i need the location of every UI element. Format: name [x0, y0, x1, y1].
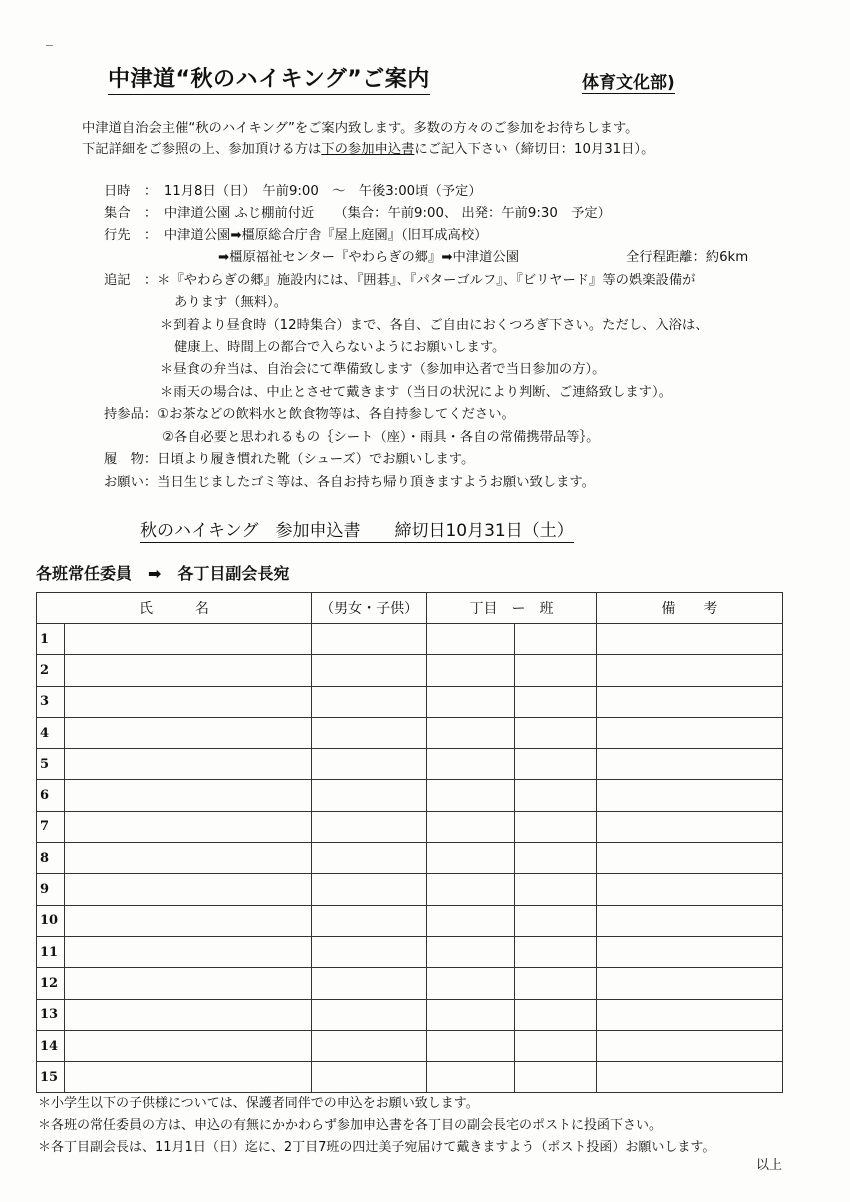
remarks-cell[interactable] [596, 843, 782, 874]
remarks-cell[interactable] [596, 905, 782, 936]
detail-meeting: 集合 ： 中津道公園 ふじ棚前付近 （集合：午前9:00、 出発：午前9:30 予定） [104, 206, 611, 221]
table-row [37, 717, 783, 748]
type-cell[interactable] [311, 780, 427, 811]
type-cell[interactable] [311, 874, 427, 905]
name-cell[interactable] [64, 811, 311, 842]
note-line: ＊雨天の場合は、中止とさせて戴きます（当日の状況により判断、ご連絡致します）。 [160, 385, 672, 400]
block-cell[interactable] [427, 1062, 515, 1093]
type-cell[interactable] [311, 999, 427, 1030]
name-cell[interactable] [64, 655, 311, 686]
page-title: 中津道“秋のハイキング”ご案内 [108, 62, 430, 95]
group-cell[interactable] [515, 905, 597, 936]
remarks-cell[interactable] [596, 686, 782, 717]
remarks-cell[interactable] [596, 780, 782, 811]
remarks-cell[interactable] [596, 717, 782, 748]
type-cell[interactable] [311, 1062, 427, 1093]
type-cell[interactable] [311, 811, 427, 842]
row-number: 1 [37, 624, 65, 655]
request-line: お願い：当日生じましたゴミ等は、各自お持ち帰り頂きますようお願い致します。 [104, 475, 595, 490]
block-cell[interactable] [427, 1030, 515, 1061]
table-row [37, 655, 783, 686]
block-cell[interactable] [427, 905, 515, 936]
row-number: 12 [37, 968, 65, 999]
remarks-cell[interactable] [596, 749, 782, 780]
row-number: 7 [37, 811, 65, 842]
form-route: 各班常任委員 ➡ 各丁目副会長宛 [36, 564, 290, 583]
name-cell[interactable] [64, 780, 311, 811]
name-cell[interactable] [64, 717, 311, 748]
group-cell[interactable] [515, 1030, 597, 1061]
group-cell[interactable] [515, 686, 597, 717]
table-row [37, 749, 783, 780]
intro-line-1: 中津道自治会主催“秋のハイキング”をご案内致します。多数の方々のご参加をお待ちします。 [82, 121, 639, 136]
items-line-1: 持参品：①お茶などの飲料水と飲食物等は、各自持参してください。 [104, 407, 515, 422]
row-number: 9 [37, 874, 65, 905]
block-cell[interactable] [427, 811, 515, 842]
intro-line-2: 下記詳細をご参照の上、参加頂ける方は下の参加申込書にご記入下さい（締切日：10月31日）。 [82, 142, 655, 157]
row-number: 8 [37, 843, 65, 874]
group-cell[interactable] [515, 655, 597, 686]
row-number: 3 [37, 686, 65, 717]
group-cell[interactable] [515, 999, 597, 1030]
remarks-cell[interactable] [596, 999, 782, 1030]
detail-destination-2: ➡橿原福祉センター『やわらぎの郷』➡中津道公園 [218, 250, 519, 265]
table-row [37, 624, 783, 655]
group-cell[interactable] [515, 1062, 597, 1093]
name-cell[interactable] [64, 905, 311, 936]
remarks-cell[interactable] [596, 811, 782, 842]
note-line: ＊昼食の弁当は、自治会にて準備致します（参加申込者で当日参加の方）。 [160, 362, 606, 377]
table-row [37, 1030, 783, 1061]
table-row [37, 843, 783, 874]
note-line: あります（無料）。 [174, 295, 288, 310]
note-line: 健康上、時間上の都合で入らないようにお願いします。 [174, 340, 506, 355]
items-line-2: ②各自必要と思われるもの｛シート（座）・雨具・各自の常備携帯品等｝。 [162, 430, 600, 445]
remarks-cell[interactable] [596, 655, 782, 686]
group-cell[interactable] [515, 968, 597, 999]
name-cell[interactable] [64, 936, 311, 967]
type-cell[interactable] [311, 749, 427, 780]
type-cell[interactable] [311, 655, 427, 686]
remarks-cell[interactable] [596, 936, 782, 967]
remarks-cell[interactable] [596, 624, 782, 655]
note-line: 追記 ：＊『やわらぎの郷』施設内には、『囲碁』、『パターゴルフ』、『ビリヤード』等の娯楽設備が [104, 273, 696, 288]
type-cell[interactable] [311, 843, 427, 874]
remarks-cell[interactable] [596, 968, 782, 999]
shoes-line: 履 物：日頃より履き慣れた靴（シューズ）でお願いします。 [104, 452, 475, 467]
footer-note: ＊各班の常任委員の方は、申込の有無にかかわらず参加申込書を各丁目の副会長宅のポストに投函下さい。 [38, 1118, 663, 1133]
end-mark: 以上 [756, 1158, 783, 1173]
row-number: 13 [37, 999, 65, 1030]
department-label: 体育文化部) [582, 68, 675, 94]
detail-datetime: 日時 ： 11月8日（日） 午前9:00 ～ 午後3:00頃（予定） [104, 184, 482, 199]
table-row [37, 780, 783, 811]
remarks-cell[interactable] [596, 1062, 782, 1093]
table-row [37, 1062, 783, 1093]
name-cell[interactable] [64, 624, 311, 655]
type-cell[interactable] [311, 905, 427, 936]
block-cell[interactable] [427, 686, 515, 717]
detail-destination: 行先 ： 中津道公園➡橿原総合庁舎『屋上庭園』（旧耳成高校） [104, 228, 488, 243]
block-cell[interactable] [427, 999, 515, 1030]
name-cell[interactable] [64, 843, 311, 874]
note-line: ＊到着より昼食時（12時集合）まで、各自、ご自由におくつろぎ下さい。ただし、入浴は、 [160, 318, 709, 333]
group-cell[interactable] [515, 624, 597, 655]
row-number: 15 [37, 1062, 65, 1093]
type-cell[interactable] [311, 1030, 427, 1061]
name-cell[interactable] [64, 749, 311, 780]
form-heading: 秋のハイキング 参加申込書 締切日10月31日（土） [140, 516, 574, 543]
row-number: 6 [37, 780, 65, 811]
table-row [37, 999, 783, 1030]
name-cell[interactable] [64, 968, 311, 999]
block-cell[interactable] [427, 655, 515, 686]
group-cell[interactable] [515, 874, 597, 905]
name-cell[interactable] [64, 1030, 311, 1061]
block-cell[interactable] [427, 717, 515, 748]
block-cell[interactable] [427, 749, 515, 780]
table-row [37, 936, 783, 967]
row-number: 4 [37, 717, 65, 748]
row-number: 5 [37, 749, 65, 780]
row-number: 10 [37, 905, 65, 936]
type-cell[interactable] [311, 624, 427, 655]
name-cell[interactable] [64, 686, 311, 717]
col-remarks-header: 備 考 [596, 593, 782, 624]
group-cell[interactable] [515, 780, 597, 811]
name-cell[interactable] [64, 1062, 311, 1093]
table-header [37, 593, 783, 624]
block-cell[interactable] [427, 968, 515, 999]
group-cell[interactable] [515, 749, 597, 780]
form-reference: 下の参加申込書 [321, 142, 415, 157]
col-name-header: 氏 名 [37, 593, 312, 624]
col-type-header: （男女・子供） [311, 593, 427, 624]
row-number: 2 [37, 655, 65, 686]
table-row [37, 968, 783, 999]
type-cell[interactable] [311, 936, 427, 967]
group-cell[interactable] [515, 811, 597, 842]
table-row [37, 686, 783, 717]
scan-mark [46, 45, 53, 46]
group-cell[interactable] [515, 843, 597, 874]
block-cell[interactable] [427, 874, 515, 905]
name-cell[interactable] [64, 874, 311, 905]
remarks-cell[interactable] [596, 1030, 782, 1061]
application-table [36, 592, 783, 1093]
table-row [37, 811, 783, 842]
block-cell[interactable] [427, 843, 515, 874]
type-cell[interactable] [311, 686, 427, 717]
col-block-header: 丁目 ー 班 [427, 593, 596, 624]
footer-note: ＊小学生以下の子供様については、保護者同伴での申込をお願い致します。 [38, 1096, 479, 1111]
block-cell[interactable] [427, 780, 515, 811]
table-row [37, 874, 783, 905]
block-cell[interactable] [427, 624, 515, 655]
block-cell[interactable] [427, 936, 515, 967]
row-number: 11 [37, 936, 65, 967]
type-cell[interactable] [311, 968, 427, 999]
remarks-cell[interactable] [596, 874, 782, 905]
table-row [37, 905, 783, 936]
group-cell[interactable] [515, 717, 597, 748]
detail-distance: 全行程距離：約6km [626, 250, 749, 265]
name-cell[interactable] [64, 999, 311, 1030]
group-cell[interactable] [515, 936, 597, 967]
row-number: 14 [37, 1030, 65, 1061]
footer-note: ＊各丁目副会長は、11月1日（日）迄に、2丁目7班の四辻美子宛届けて戴きますよう（ポスト投函）お願いします。 [38, 1140, 716, 1155]
type-cell[interactable] [311, 717, 427, 748]
